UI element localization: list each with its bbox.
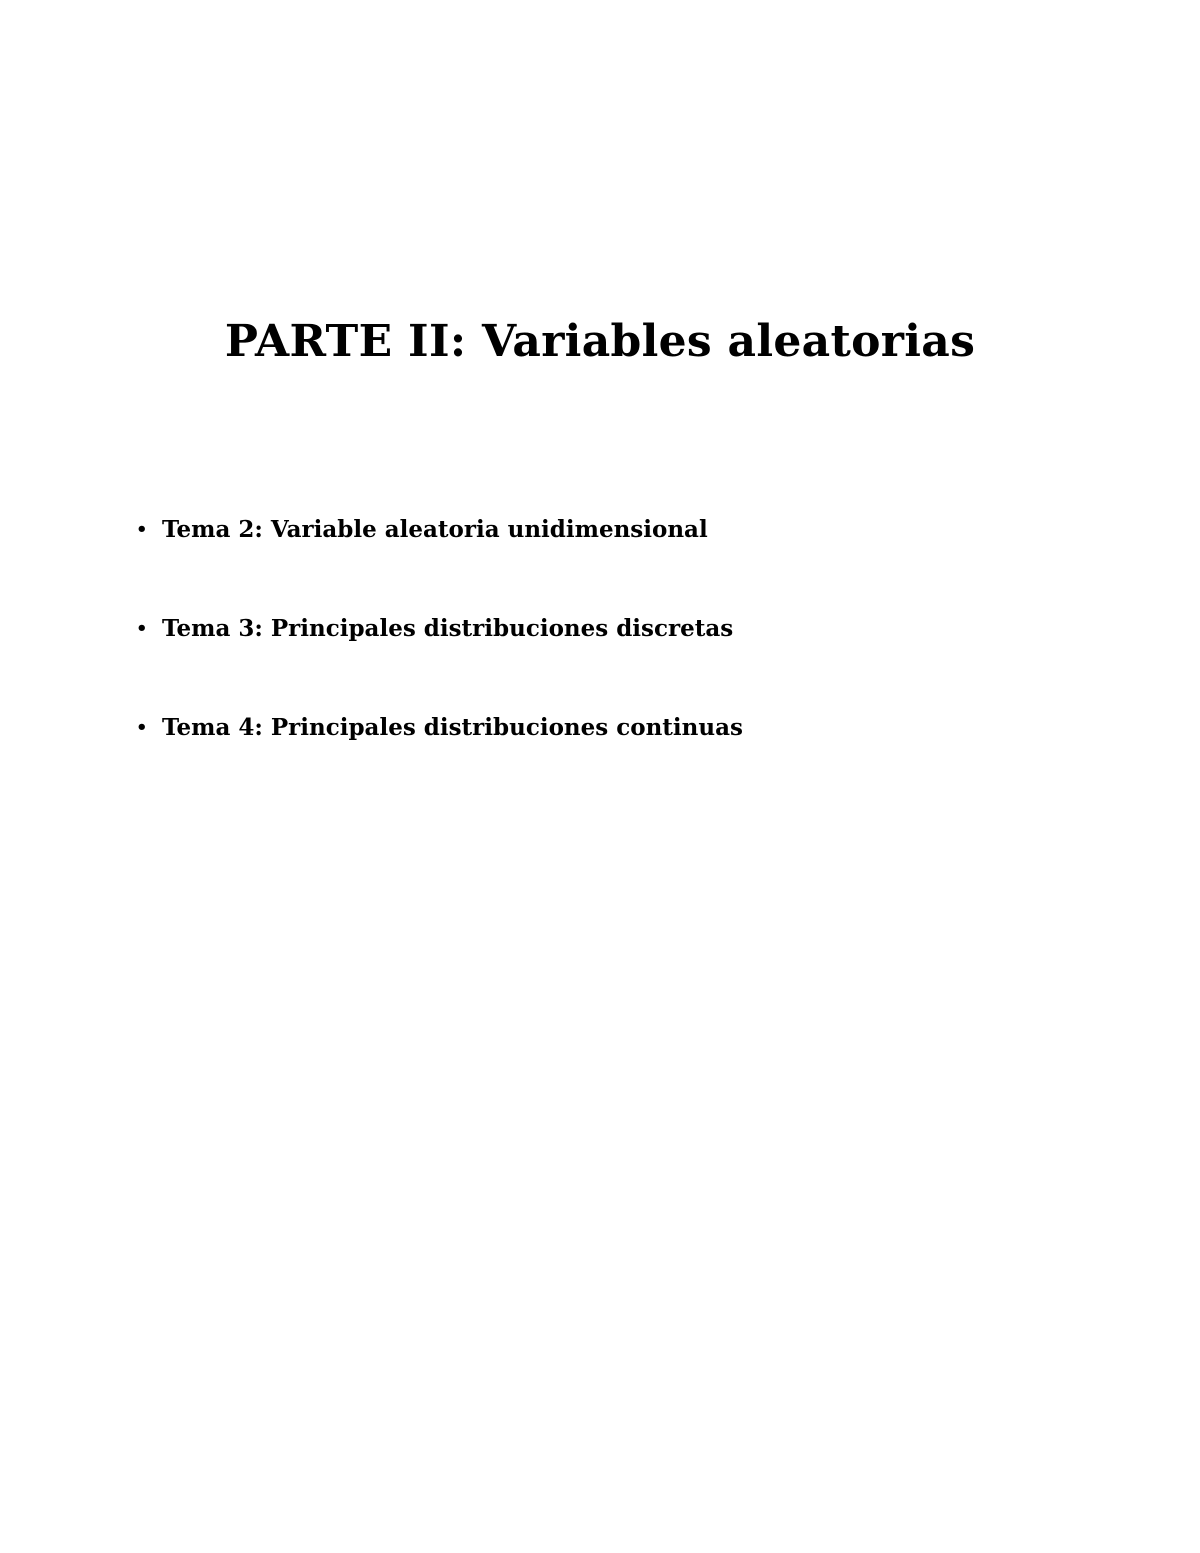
- topic-label: Tema 4: Principales distribuciones continuas: [162, 714, 743, 741]
- list-item: [136, 511, 743, 610]
- list-item: [136, 610, 743, 709]
- bullet-icon: •: [136, 519, 148, 540]
- topic-label: Tema 3: Principales distribuciones discretas: [162, 615, 734, 642]
- topic-list: [136, 511, 743, 808]
- bullet-icon: •: [136, 717, 148, 738]
- topic-label: Tema 2: Variable aleatoria unidimensional: [162, 516, 708, 543]
- list-item: [136, 709, 743, 808]
- page-title: PARTE II: Variables aleatorias: [224, 316, 976, 367]
- bullet-icon: •: [136, 618, 148, 639]
